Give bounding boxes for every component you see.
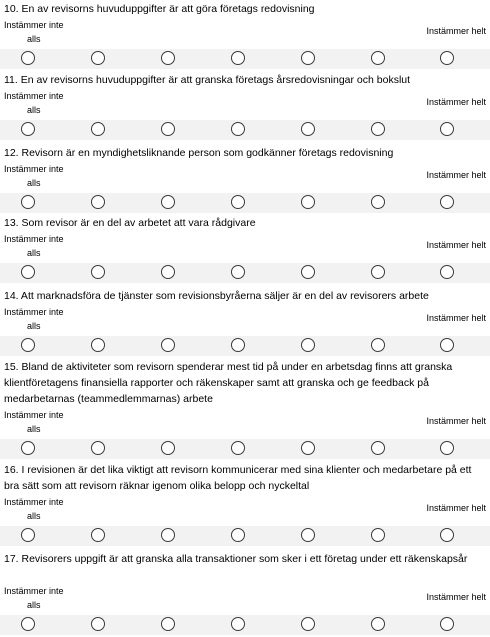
scale-low-label-line1: Instämmer inte: [4, 91, 64, 101]
rating-radio-4[interactable]: [231, 528, 245, 542]
scale-low-label: [4, 495, 64, 523]
rating-radio-7[interactable]: [440, 617, 454, 631]
rating-radio-4[interactable]: [231, 441, 245, 455]
scale-low-label-line1: Instämmer inte: [4, 20, 64, 30]
rating-radio-6[interactable]: [371, 195, 385, 209]
scale-low-label: [4, 584, 64, 612]
rating-radio-2[interactable]: [91, 51, 105, 65]
rating-radio-6[interactable]: [371, 338, 385, 352]
rating-radio-2[interactable]: [91, 441, 105, 455]
question-text: 17. Revisorers uppgift är att granska alla transaktioner som sker i ett företag under ett räkenskapsår: [4, 553, 468, 565]
rating-radio-3[interactable]: [161, 338, 175, 352]
scale-low-label-line2: alls: [27, 34, 41, 44]
scale-high-label: Instämmer helt: [426, 416, 486, 426]
scale-high-label: Instämmer helt: [426, 503, 486, 513]
scale-low-label-line2: alls: [27, 178, 41, 188]
question-text: 10. En av revisorns huvuduppgifter är att göra företags redovisning: [4, 3, 315, 15]
rating-radio-2[interactable]: [91, 122, 105, 136]
scale-low-label: [4, 89, 64, 117]
rating-radio-1[interactable]: [21, 265, 35, 279]
rating-radio-7[interactable]: [440, 51, 454, 65]
rating-radio-4[interactable]: [231, 617, 245, 631]
scale-low-label: [4, 305, 64, 333]
scale-low-label-line2: alls: [27, 511, 41, 521]
scale-low-label-line1: Instämmer inte: [4, 410, 64, 420]
rating-row: [0, 439, 490, 459]
scale-low-label: [4, 18, 64, 46]
rating-radio-7[interactable]: [440, 122, 454, 136]
rating-radio-3[interactable]: [161, 617, 175, 631]
rating-radio-6[interactable]: [371, 122, 385, 136]
rating-radio-4[interactable]: [231, 51, 245, 65]
rating-row: [0, 336, 490, 356]
rating-radio-1[interactable]: [21, 441, 35, 455]
rating-radio-7[interactable]: [440, 441, 454, 455]
scale-low-label-line1: Instämmer inte: [4, 586, 64, 596]
scale-low-label: [4, 408, 64, 436]
scale-low-label-line1: Instämmer inte: [4, 497, 64, 507]
scale-low-label-line2: alls: [27, 600, 41, 610]
rating-radio-4[interactable]: [231, 338, 245, 352]
scale-low-label: [4, 162, 64, 190]
rating-radio-5[interactable]: [301, 338, 315, 352]
rating-row: [0, 193, 490, 213]
scale-low-label-line2: alls: [27, 424, 41, 434]
scale-low-label: [4, 232, 64, 260]
rating-row: [0, 526, 490, 546]
rating-radio-6[interactable]: [371, 51, 385, 65]
question-text: 13. Som revisor är en del av arbetet att vara rådgivare: [4, 217, 256, 229]
scale-low-label-line2: alls: [27, 248, 41, 258]
rating-radio-3[interactable]: [161, 195, 175, 209]
question-text: 15. Bland de aktiviteter som revisorn spenderar mest tid på under en arbetsdag finns att granska klientföretagens finansiella rapporter och räkenskaper samt att granska och ge feedback på medarbetarnas (teammedlemmarnas) arbete: [4, 361, 453, 405]
scale-low-label-line1: Instämmer inte: [4, 164, 64, 174]
rating-radio-1[interactable]: [21, 338, 35, 352]
rating-radio-7[interactable]: [440, 528, 454, 542]
scale-high-label: Instämmer helt: [426, 313, 486, 323]
question-text: 14. Att marknadsföra de tjänster som revisionsbyråerna säljer är en del av revisorers arbete: [4, 290, 429, 302]
question-text: 11. En av revisorns huvuduppgifter är att granska företags årsredovisningar och bokslut: [4, 74, 411, 86]
rating-radio-5[interactable]: [301, 265, 315, 279]
rating-radio-2[interactable]: [91, 338, 105, 352]
scale-high-label: Instämmer helt: [426, 170, 486, 180]
rating-row: [0, 263, 490, 283]
rating-radio-7[interactable]: [440, 338, 454, 352]
rating-radio-6[interactable]: [371, 617, 385, 631]
rating-radio-3[interactable]: [161, 122, 175, 136]
rating-radio-2[interactable]: [91, 265, 105, 279]
rating-radio-3[interactable]: [161, 441, 175, 455]
scale-high-label: Instämmer helt: [426, 97, 486, 107]
rating-radio-2[interactable]: [91, 195, 105, 209]
rating-radio-4[interactable]: [231, 265, 245, 279]
rating-radio-7[interactable]: [440, 195, 454, 209]
rating-radio-1[interactable]: [21, 528, 35, 542]
rating-radio-6[interactable]: [371, 441, 385, 455]
rating-radio-5[interactable]: [301, 122, 315, 136]
rating-radio-5[interactable]: [301, 528, 315, 542]
scale-low-label-line1: Instämmer inte: [4, 307, 64, 317]
scale-high-label: Instämmer helt: [426, 240, 486, 250]
rating-radio-4[interactable]: [231, 195, 245, 209]
rating-radio-2[interactable]: [91, 528, 105, 542]
rating-radio-3[interactable]: [161, 265, 175, 279]
rating-radio-7[interactable]: [440, 265, 454, 279]
rating-radio-1[interactable]: [21, 122, 35, 136]
rating-radio-2[interactable]: [91, 617, 105, 631]
rating-radio-6[interactable]: [371, 265, 385, 279]
rating-radio-6[interactable]: [371, 528, 385, 542]
rating-radio-5[interactable]: [301, 51, 315, 65]
rating-radio-1[interactable]: [21, 617, 35, 631]
scale-high-label: Instämmer helt: [426, 26, 486, 36]
rating-row: [0, 49, 490, 69]
rating-radio-5[interactable]: [301, 195, 315, 209]
rating-radio-1[interactable]: [21, 195, 35, 209]
rating-radio-3[interactable]: [161, 51, 175, 65]
scale-low-label-line1: Instämmer inte: [4, 234, 64, 244]
rating-row: [0, 120, 490, 140]
rating-radio-5[interactable]: [301, 617, 315, 631]
rating-row: [0, 615, 490, 635]
rating-radio-5[interactable]: [301, 441, 315, 455]
rating-radio-3[interactable]: [161, 528, 175, 542]
rating-radio-4[interactable]: [231, 122, 245, 136]
scale-high-label: Instämmer helt: [426, 592, 486, 602]
scale-low-label-line2: alls: [27, 321, 41, 331]
scale-low-label-line2: alls: [27, 105, 41, 115]
rating-radio-1[interactable]: [21, 51, 35, 65]
question-text: 12. Revisorn är en myndighetsliknande person som godkänner företags redovisning: [4, 147, 394, 159]
question-text: 16. I revisionen är det lika viktigt att revisorn kommunicerar med sina klienter och medarbetare på ett bra sätt som att revisorn räknar igenom olika belopp och nyckeltal: [4, 464, 472, 492]
